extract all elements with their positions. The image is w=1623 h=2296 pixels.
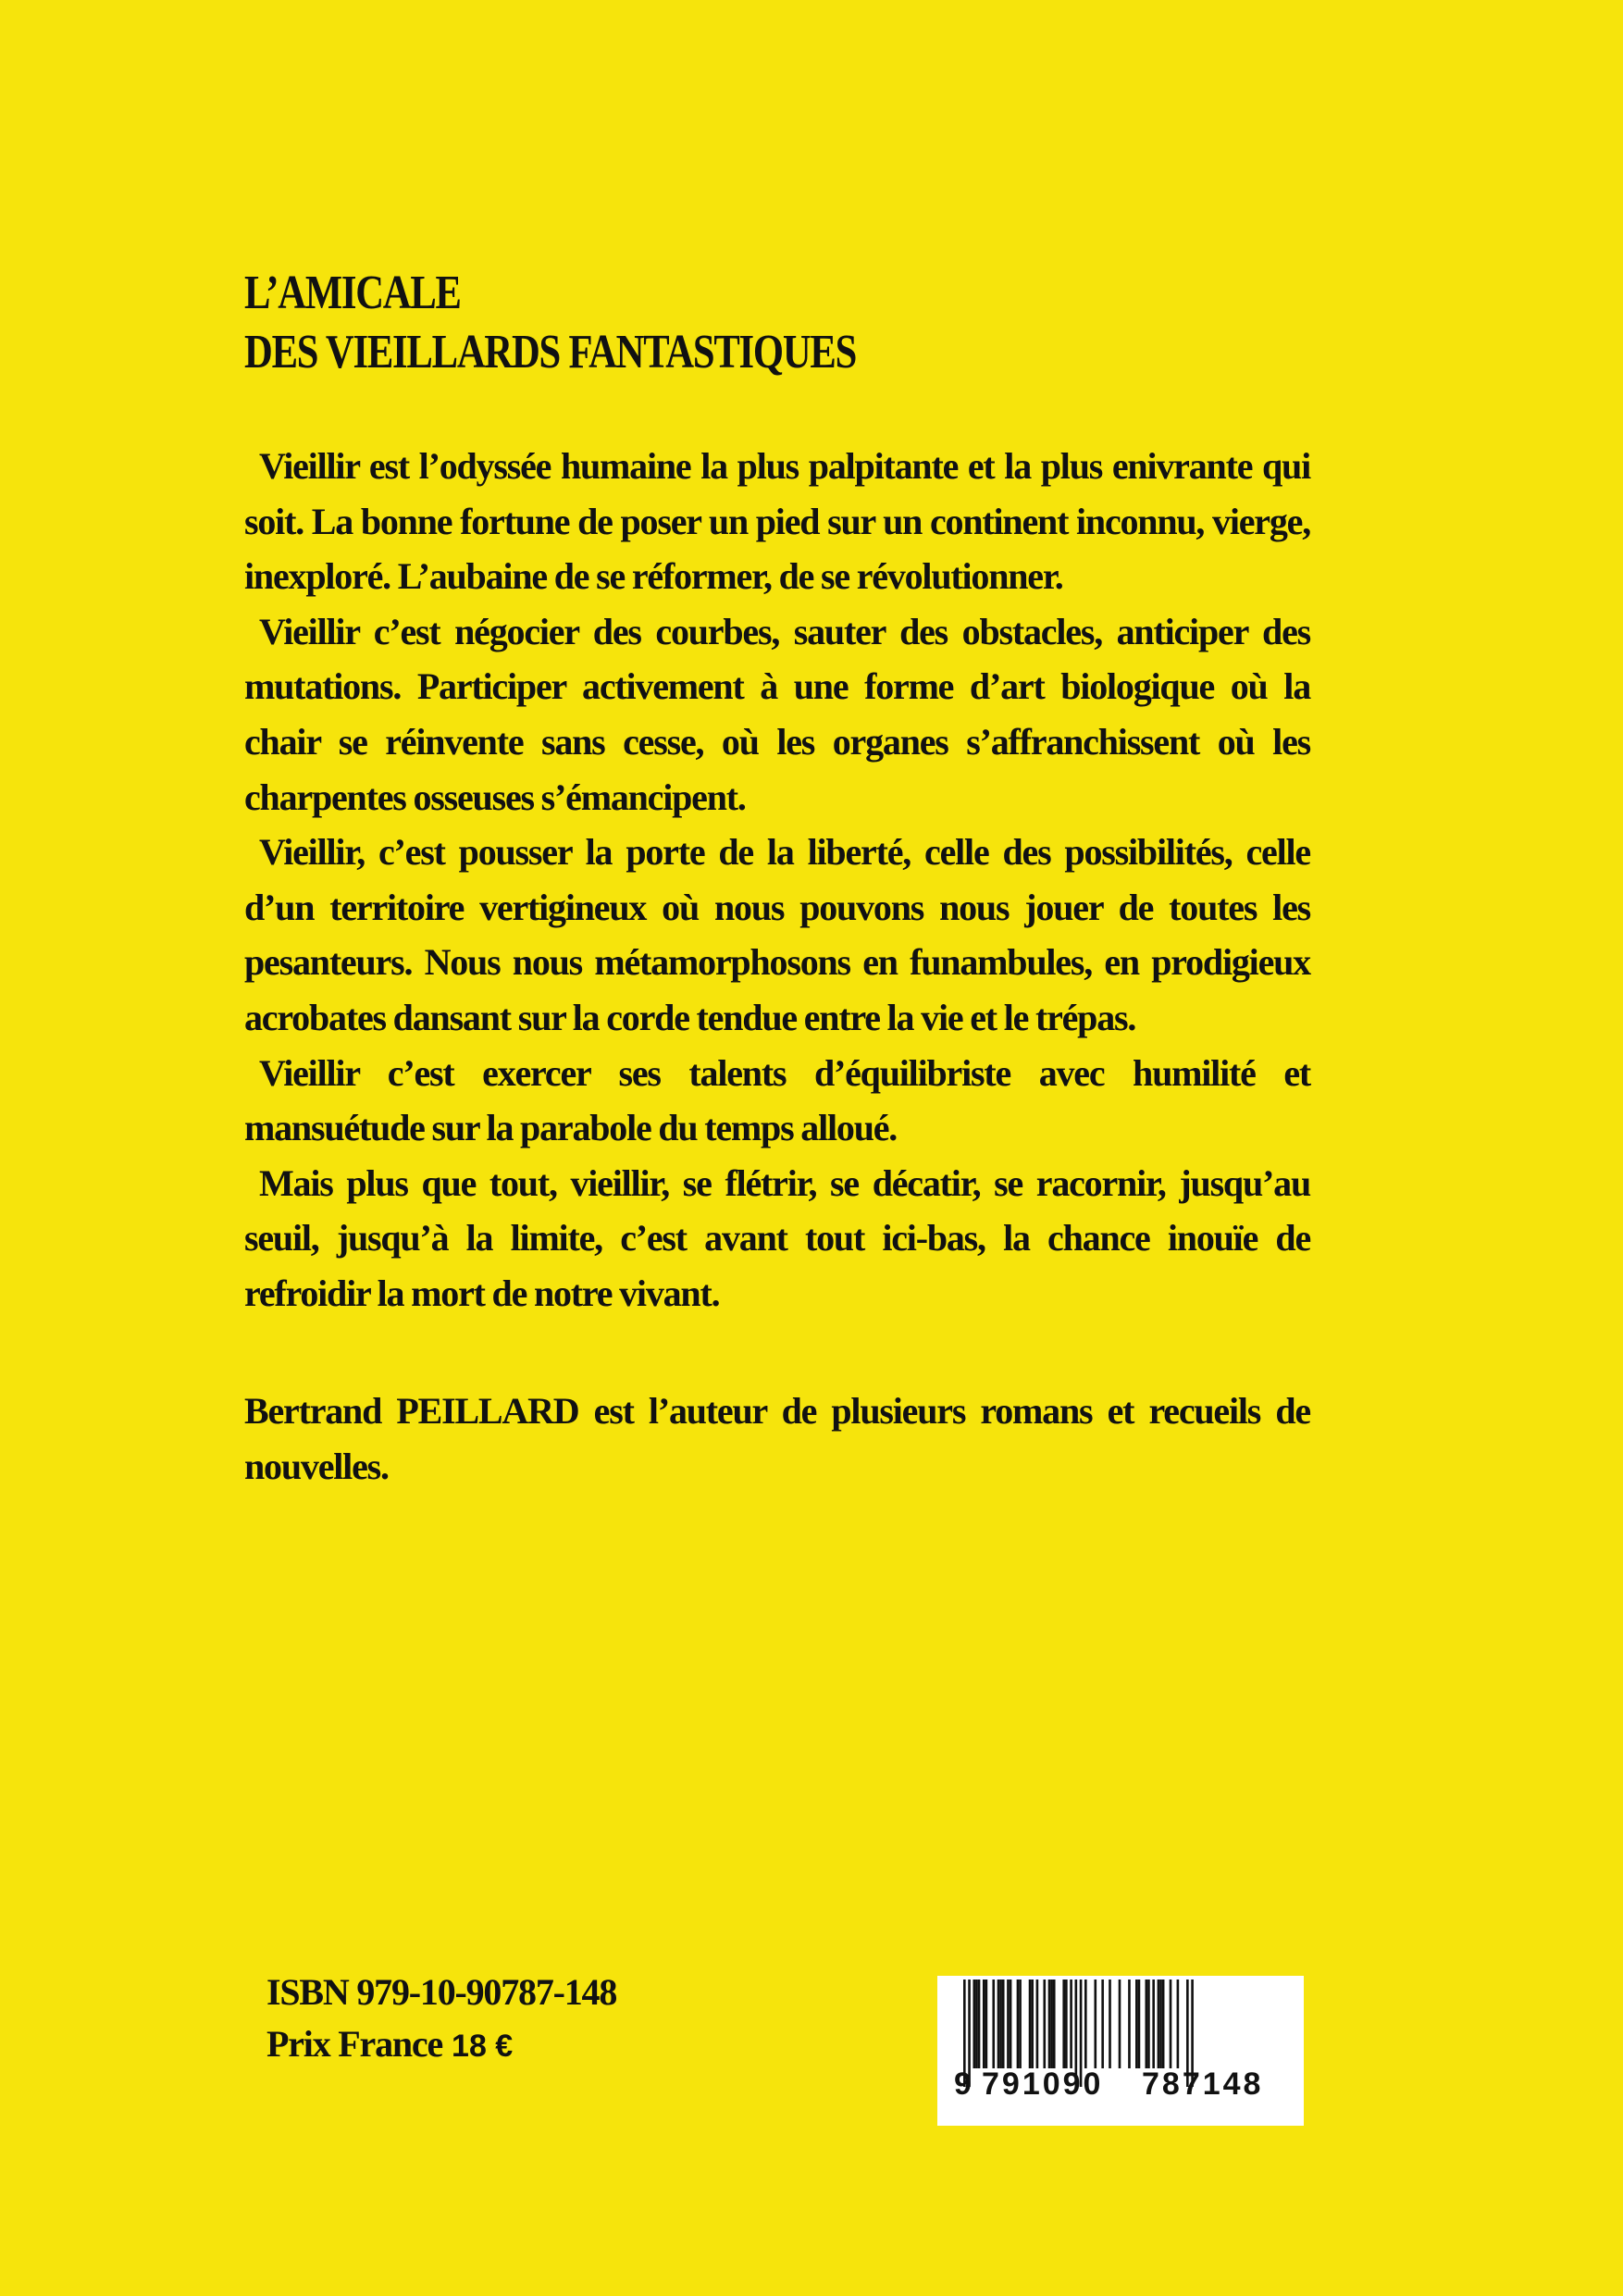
barcode-bar: [1158, 1980, 1160, 2068]
barcode-bar: [1010, 1980, 1012, 2068]
title-line-1: L’AMICALE: [244, 267, 461, 319]
barcode-bar: [1170, 1980, 1172, 2068]
blurb-paragraph-5: Mais plus que tout, vieillir, se flétrir, se décatir, se racornir, jusqu’au seuil, jusqu’à la limite, c’est avant tout ici-bas, la chance inouïe de refroidir la mort de notre vivant.: [244, 1161, 1310, 1314]
barcode-bar: [1031, 1980, 1034, 2068]
barcode-bar: [1007, 1980, 1010, 2068]
barcode-bar: [1048, 1980, 1051, 2068]
price-value: 18 €: [452, 2029, 514, 2064]
barcode-bar: [1135, 1980, 1138, 2068]
barcode-bar: [1017, 1980, 1020, 2068]
barcode-bar: [983, 1980, 985, 2068]
barcode-digits: [945, 2066, 1296, 2103]
barcode-bar: [973, 1980, 975, 2068]
barcode-bar: [975, 1980, 978, 2068]
blurb-paragraph-3: Vieillir, c’est pousser la porte de la liberté, celle des possibilités, celle d’un territoire vertigineux où nous pouvons nous jouer de toutes les pesanteurs. Nous nous métamorphosons en funambules, en prodigieux acrobates dansant sur la corde tendue entre la vie et le trépas.: [244, 831, 1310, 1038]
barcode-bar: [1109, 1980, 1111, 2068]
barcode-bar: [1159, 1980, 1162, 2068]
barcode-bar: [1101, 1980, 1104, 2068]
barcode-bar: [1065, 1980, 1068, 2068]
barcode-bar: [1162, 1980, 1165, 2068]
book-title: [244, 264, 1308, 382]
barcode-bar: [1002, 1980, 1005, 2068]
barcode-bar: [1050, 1980, 1053, 2068]
barcode-lead-digit: 9: [954, 2066, 972, 2102]
blurb-paragraph-2: Vieillir c’est négocier des courbes, sauter des obstacles, anticiper des mutations. Participer activement à une forme d’art biologique où la chair se réinvente sans cesse, où les organes s’affranchissent où les charpentes osseuses s’émancipent.: [244, 610, 1310, 818]
title-line-2: DES VIEILLARDS FANTASTIQUES: [244, 326, 857, 379]
barcode-bar: [1138, 1980, 1141, 2068]
barcode-bar: [997, 1980, 1000, 2068]
barcode-bar: [1084, 1980, 1087, 2068]
barcode-bar: [1070, 1980, 1072, 2068]
barcode-bar: [978, 1980, 981, 2068]
barcode-bar: [1147, 1980, 1150, 2068]
blurb-text: [244, 439, 1310, 1322]
blurb-paragraph-1: Vieillir est l’odyssée humaine la plus palpitante et la plus enivrante qui soit. La bonne fortune de poser un pied sur un continent inconnu, vierge, inexploré. L’aubaine de se réformer, de se révolutionner.: [244, 445, 1310, 598]
barcode-bar: [1019, 1980, 1022, 2068]
isbn-text: ISBN 979-10-90787-148: [266, 1971, 617, 2013]
barcode-right-digits: 787148: [1142, 2066, 1264, 2102]
barcode: [937, 1976, 1304, 2126]
barcode-bar: [1119, 1980, 1121, 2068]
barcode-bar: [992, 1980, 995, 2068]
price-label: Prix France: [266, 2023, 443, 2065]
price-line: [266, 2018, 616, 2072]
barcode-bar: [1177, 1980, 1180, 2068]
barcode-bar: [985, 1980, 988, 2068]
isbn-price-block: [266, 1967, 616, 2072]
author-note: Bertrand PEILLARD est l’auteur de plusieurs romans et recueils de nouvelles.: [244, 1390, 1310, 1487]
barcode-left-digits: 791090: [982, 2066, 1104, 2102]
barcode-bar: [1029, 1980, 1032, 2068]
barcode-bar: [1053, 1980, 1056, 2068]
barcode-bar: [1146, 1980, 1148, 2068]
barcode-bar: [999, 1980, 1002, 2068]
barcode-bars: [937, 1976, 1304, 2126]
barcode-bar: [1043, 1980, 1046, 2068]
barcode-bar: [1128, 1980, 1131, 2068]
barcode-bar: [1152, 1980, 1155, 2068]
barcode-bar: [1094, 1980, 1096, 2068]
barcode-bar: [1062, 1980, 1065, 2068]
blurb-paragraph-4: Vieillir c’est exercer ses talents d’équilibriste avec humilité et mansuétude sur la parabole du temps alloué.: [244, 1051, 1310, 1149]
barcode-bar: [1036, 1980, 1039, 2068]
